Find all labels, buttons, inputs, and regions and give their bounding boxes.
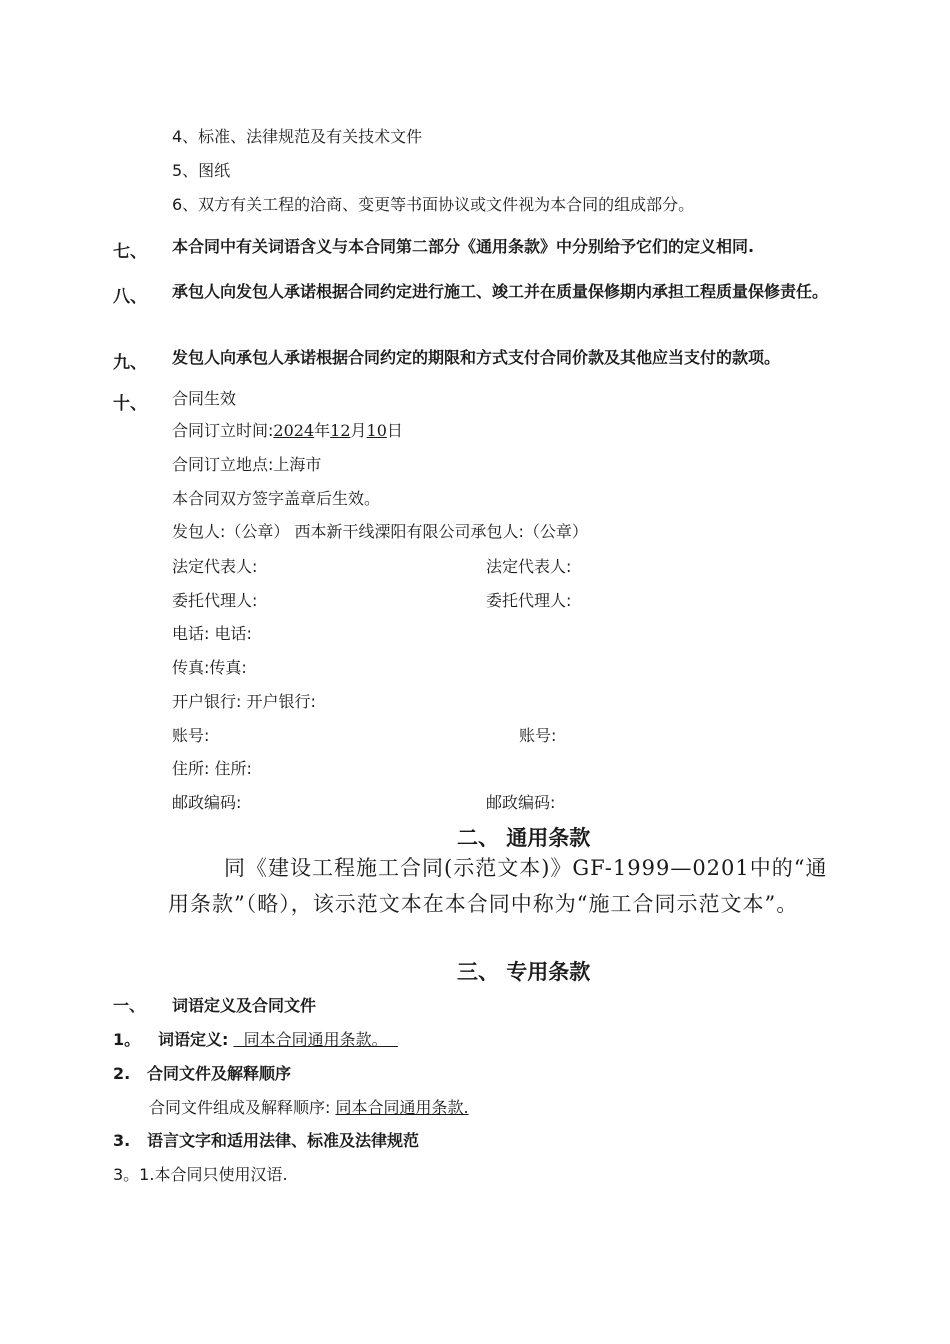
section-two-paragraph: 同《建设工程施工合同(示范文本)》GF-1999—0201中的“通用条款”（略），该示范文本在本合同中称为“施工合同示范文本”。	[168, 856, 828, 916]
sub1-number: 一、	[113, 996, 146, 1015]
clause-10-number: 十、	[113, 394, 147, 414]
list-item-6: 6、双方有关工程的洽商、变更等书面协议或文件视为本合同的组成部分。	[172, 195, 695, 214]
phone-line: 电话: 电话:	[172, 624, 252, 643]
item1-value: 同本合同通用条款。	[233, 1030, 398, 1049]
agent-left: 委托代理人:	[172, 591, 258, 610]
section-two-title: 二、 通用条款	[457, 826, 591, 850]
postcode-right: 邮政编码:	[486, 793, 556, 812]
item2-number: 2.	[113, 1064, 131, 1083]
item2-detail-value: 同本合同通用条款.	[335, 1098, 469, 1117]
item2-detail	[149, 1098, 469, 1118]
clause-7-number: 七、	[113, 242, 147, 262]
legal-rep-left: 法定代表人:	[172, 557, 258, 576]
list-item-5: 5、图纸	[172, 161, 231, 180]
date-day: 10	[366, 421, 387, 440]
account-right: 账号:	[519, 726, 557, 745]
clause-9-text: 发包人向承包人承诺根据合同约定的期限和方式支付合同价款及其他应当支付的款项。	[172, 348, 781, 367]
clause-10-text: 合同生效	[172, 389, 237, 408]
item1-number: 1。	[113, 1030, 141, 1049]
legal-rep-right: 法定代表人:	[486, 557, 572, 576]
contract-date-line	[172, 421, 403, 441]
address-line: 住所: 住所:	[172, 759, 252, 778]
contract-place: 合同订立地点:上海市	[172, 455, 322, 474]
clause-8-text: 承包人向发包人承诺根据合同约定进行施工、竣工并在质量保修期内承担工程质量保修责任。	[172, 282, 829, 301]
clause-8-number: 八、	[113, 287, 147, 307]
fax-line: 传真:传真:	[172, 658, 247, 677]
month-unit: 月	[350, 421, 367, 440]
item3-1: 3。1.本合同只使用汉语.	[113, 1165, 288, 1184]
postcode-left: 邮政编码:	[172, 793, 242, 812]
item1-label: 词语定义:	[158, 1030, 229, 1049]
item3-label: 语言文字和适用法律、标准及法律规范	[147, 1131, 420, 1150]
item2-detail-label: 合同文件组成及解释顺序:	[149, 1098, 331, 1117]
item1-line	[158, 1030, 398, 1050]
effective-statement: 本合同双方签字盖章后生效。	[172, 489, 381, 508]
bank-line: 开户银行: 开户银行:	[172, 692, 316, 711]
section-three-title: 三、 专用条款	[457, 960, 591, 984]
parties-line: 发包人:（公章） 西本新干线溧阳有限公司承包人:（公章）	[172, 522, 588, 541]
clause-9-number: 九、	[113, 353, 147, 373]
year-unit: 年	[314, 421, 331, 440]
list-item-4: 4、标准、法律规范及有关技术文件	[172, 127, 423, 146]
date-year: 2024	[273, 421, 315, 440]
date-month: 12	[330, 421, 351, 440]
clause-7-text: 本合同中有关词语含义与本合同第二部分《通用条款》中分别给予它们的定义相同.	[172, 237, 755, 256]
sub1-title: 词语定义及合同文件	[172, 996, 317, 1015]
item3-number: 3.	[113, 1131, 131, 1150]
item2-label: 合同文件及解释顺序	[147, 1064, 292, 1083]
account-left: 账号:	[172, 726, 210, 745]
date-label: 合同订立时间:	[172, 421, 274, 440]
agent-right: 委托代理人:	[486, 591, 572, 610]
day-unit: 日	[386, 421, 403, 440]
